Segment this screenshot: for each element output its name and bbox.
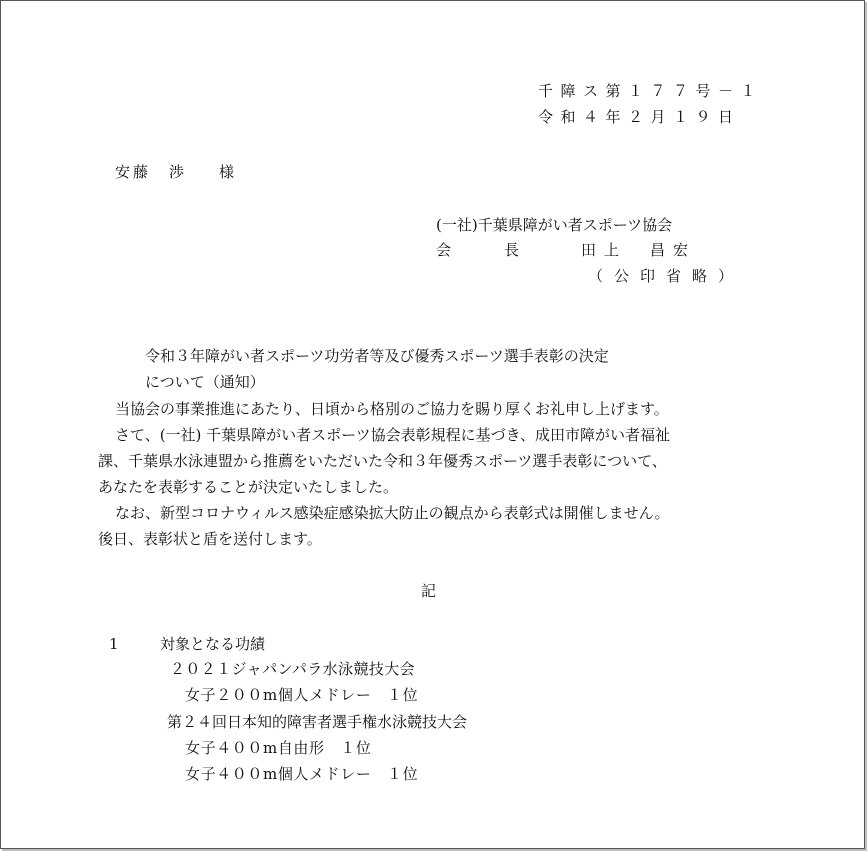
recipient-name: 安藤 渉 bbox=[115, 163, 188, 181]
event-result: 女子４００m自由形 １位 bbox=[185, 739, 372, 757]
seal-omitted-note: （公印省略） bbox=[588, 267, 745, 285]
ki-heading: 記 bbox=[421, 582, 437, 600]
recipient-honorific: 様 bbox=[219, 163, 235, 181]
body-paragraph-3-line-1: なお、新型コロナウィルス感染症感染拡大防止の観点から表彰式は開催しません。 bbox=[115, 504, 670, 522]
document-date: 令和４年２月１９日 bbox=[538, 108, 741, 126]
sender-role: 会 長 bbox=[436, 241, 539, 259]
body-paragraph-1: 当協会の事業推進にあたり、日頃から格別のご協力を賜り厚くお礼申し上げます。 bbox=[115, 400, 669, 418]
event-result: 女子４００m個人メドレー １位 bbox=[185, 765, 419, 783]
document-number: 千障ス第１７７号－１ bbox=[538, 82, 764, 100]
sender-name: 田上 昌宏 bbox=[581, 241, 697, 259]
body-paragraph-2-line-3: あなたを表彰することが決定いたしました。 bbox=[98, 478, 399, 496]
event-name: 第２４回日本知的障害者選手権水泳競技大会 bbox=[167, 713, 468, 731]
body-paragraph-3-line-2: 後日、表彰状と盾を送付します。 bbox=[98, 530, 322, 548]
section-number: 1 bbox=[109, 635, 119, 653]
body-paragraph-2-line-1: さて、(一社) 千葉県障がい者スポーツ協会表彰規程に基づき、成田市障がい者福祉 bbox=[115, 426, 670, 444]
subject-line-1: 令和３年障がい者スポーツ功労者等及び優秀スポーツ選手表彰の決定 bbox=[145, 347, 609, 365]
sender-organization: (一社)千葉県障がい者スポーツ協会 bbox=[436, 216, 673, 234]
body-paragraph-2-line-2: 課、千葉県水泳連盟から推薦をいただいた令和３年優秀スポーツ選手表彰について、 bbox=[98, 452, 667, 470]
section-title: 対象となる功績 bbox=[160, 635, 266, 653]
event-name: ２０２１ジャパンパラ水泳競技大会 bbox=[170, 660, 416, 678]
subject-line-2: について（通知） bbox=[145, 373, 265, 391]
event-result: 女子２００m個人メドレー １位 bbox=[185, 686, 419, 704]
